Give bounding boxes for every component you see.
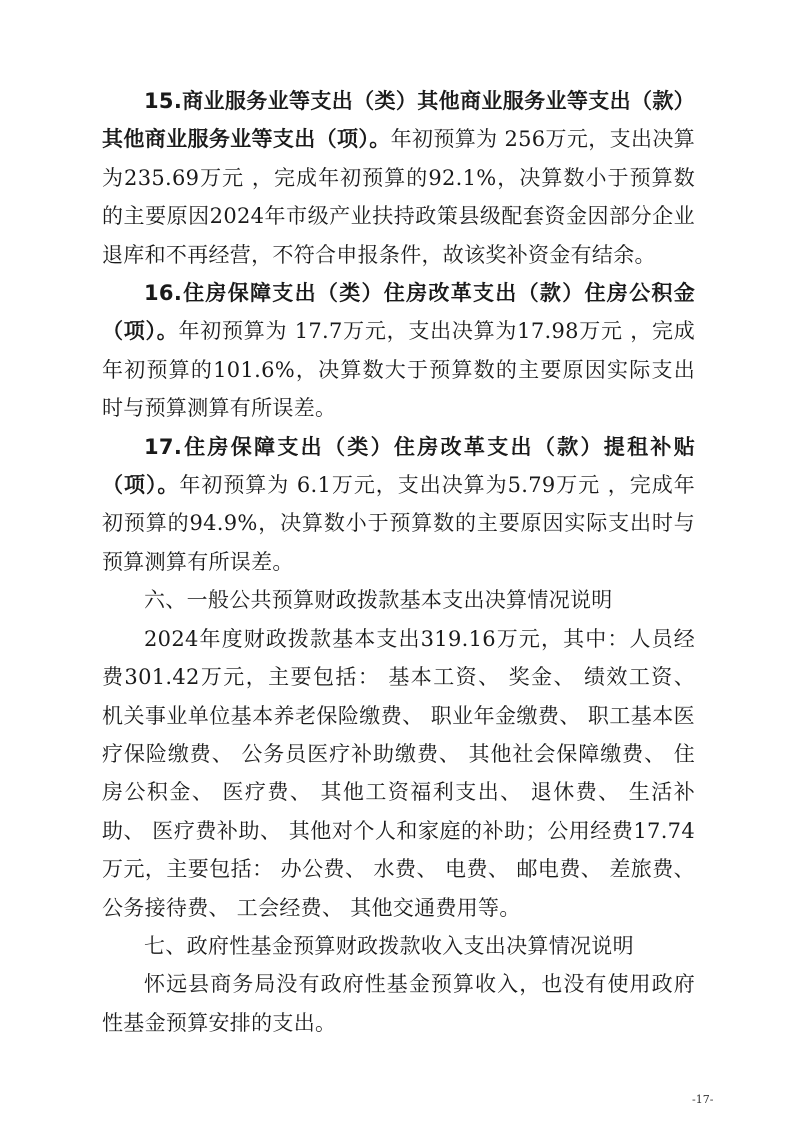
item-17-body: 年初预算为 6.1万元，支出决算为5.79万元 ，完成年初预算的94.9%，决算数小于预算数的主要原因实际支出时与预算测算有所误差。 (102, 473, 696, 574)
item-15-body: 年初预算为 256万元，支出决算为235.69万元 ，完成年初预算的92.1%，决算数小于预算数的主要原因2024年市级产业扶持政策县级配套资金因部分企业退库和不再经营，不符合申报条件，故该奖补资金有结余。 (102, 127, 696, 267)
section-6-title: 六、一般公共预算财政拨款基本支出决算情况说明 (144, 588, 613, 613)
section-7-title: 七、政府性基金预算财政拨款收入支出决算情况说明 (144, 933, 634, 958)
page-number: -17- (692, 1093, 714, 1106)
document-page (102, 82, 695, 1042)
item-16-heading: 16.住房保障支出（类）住房改革支出（款）住房公积金（项）。 (102, 281, 695, 344)
item-17-paragraph (102, 428, 695, 582)
item-15-heading: 15.商业服务业等支出（类）其他商业服务业等支出（款）其他商业服务业等支出（项）。 (102, 89, 695, 152)
item-16-body: 年初预算为 17.7万元，支出决算为17.98万元 ，完成年初预算的101.6%，决算数大于预算数的主要原因实际支出时与预算测算有所误差。 (102, 319, 695, 421)
section-6-body: 2024年度财政拨款基本支出319.16万元，其中：人员经费301.42万元，主要包括： 基本工资、 奖金、 绩效工资、 机关事业单位基本养老保险缴费、 职业年金缴费、 职工基本医疗保险缴费、 公务员医疗补助缴费、 其他社会保障缴费、 住房公积金、 医疗费、 其他工资福利支出、 退休费、 生活补助、 医疗费补助、 其他对个人和家庭的补助；公用经费17.74万元，主要包括： 办公费、 水费、 电费、 邮电费、 差旅费、 公务接待费、 工会经费、 其他交通费用等。 (102, 626, 695, 920)
item-17-heading: 17.住房保障支出（类）住房改革支出（款）提租补贴（项）。 (102, 434, 695, 498)
section-7-body: 怀远县商务局没有政府性基金预算收入，也没有使用政府性基金预算安排的支出。 (102, 972, 695, 1035)
item-16-paragraph (102, 274, 695, 428)
item-15-paragraph (102, 82, 695, 274)
